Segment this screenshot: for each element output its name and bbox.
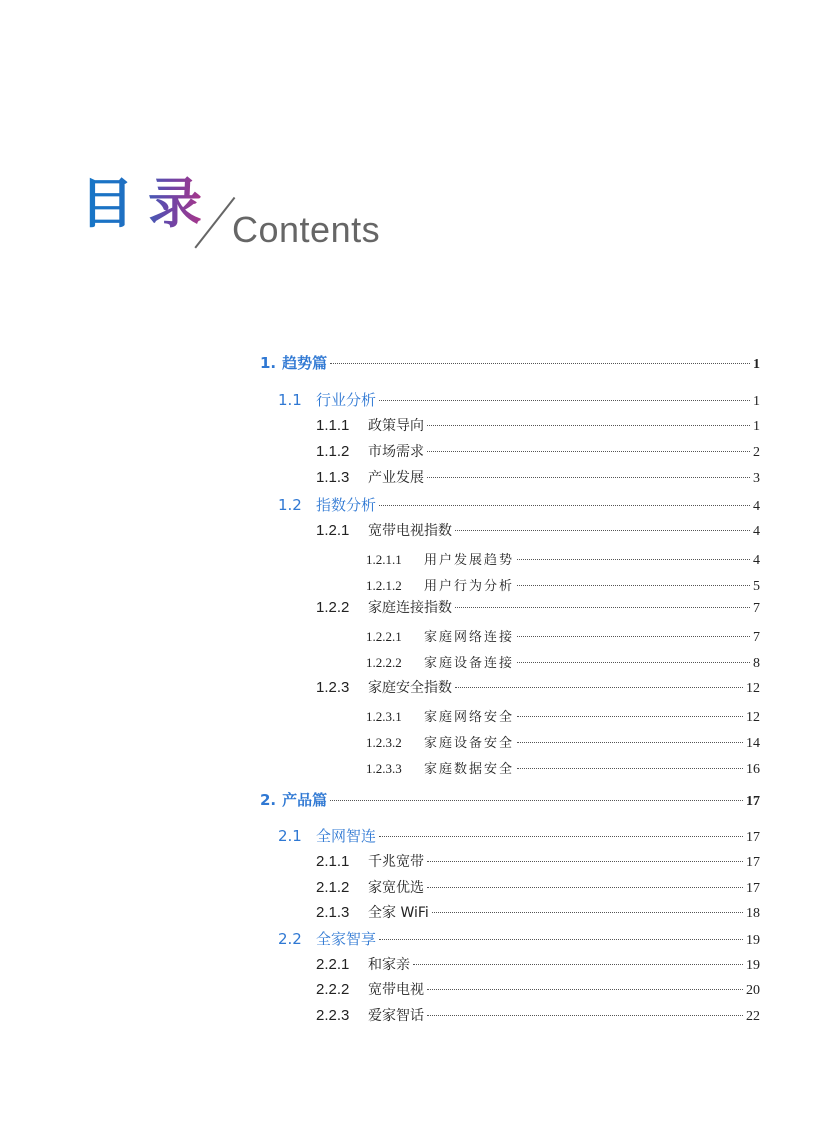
toc-entry-page: 4: [753, 524, 760, 539]
toc-entry-number: 2.1.1: [316, 853, 350, 870]
toc-entry-number: 2.2.1: [316, 956, 350, 973]
toc-entry-page: 19: [746, 933, 760, 948]
toc-entry-title: 宽带电视指数: [368, 523, 452, 539]
toc-entry-number: 2.1: [278, 827, 302, 845]
toc-entry-page: 17: [746, 830, 760, 845]
toc-dot-leader: [413, 964, 743, 965]
toc-entry[interactable]: [316, 1005, 760, 1025]
toc-entry-number: 2.1.3: [316, 904, 350, 921]
toc-entry-page: 19: [746, 958, 760, 973]
toc-entry[interactable]: [316, 902, 760, 922]
toc-entry-title: 全家 WiFi: [368, 905, 429, 921]
toc-entry-page: 8: [753, 656, 760, 671]
toc-entry-title: 和家亲: [368, 957, 410, 973]
toc-entry-title: 趋势篇: [282, 354, 328, 372]
toc-entry-page: 5: [753, 579, 760, 594]
toc-entry-page: 16: [746, 762, 760, 777]
toc-dot-leader: [330, 363, 750, 364]
toc-entry-title: 家庭安全指数: [368, 680, 452, 696]
toc-dot-leader: [517, 742, 743, 743]
toc-entry[interactable]: [316, 520, 760, 540]
toc-entry-number: 2.: [260, 791, 277, 809]
toc-entry-title: 全家智享: [316, 930, 377, 948]
toc-dot-leader: [432, 912, 743, 913]
toc-dot-leader: [379, 939, 743, 940]
toc-entry[interactable]: [366, 732, 760, 752]
toc-entry-page: 22: [746, 1009, 760, 1024]
toc-dot-leader: [427, 477, 750, 478]
toc-entry-number: 2.2: [278, 930, 302, 948]
toc-entry-page: 17: [746, 881, 760, 896]
toc-dot-leader: [455, 530, 750, 531]
toc-entry[interactable]: [316, 597, 760, 617]
toc-entry-number: 1.1.1: [316, 417, 350, 434]
toc-entry-title: 家庭设备安全: [424, 736, 515, 751]
toc-entry-title: 家庭网络连接: [424, 630, 515, 645]
toc-entry[interactable]: [316, 441, 760, 461]
toc-entry-number: 1.2.3: [316, 679, 350, 696]
toc-entry-page: 3: [753, 471, 760, 486]
toc-entry-page: 18: [746, 906, 760, 921]
toc-entry-number: 2.1.2: [316, 879, 350, 896]
toc-entry-title: 爱家智话: [368, 1008, 424, 1024]
toc-entry-title: 家宽优选: [368, 880, 424, 896]
toc-entry-title: 行业分析: [316, 391, 377, 409]
toc-entry[interactable]: [316, 877, 760, 897]
toc-entry-number: 1.1.3: [316, 469, 350, 486]
toc-entry-title: 家庭数据安全: [424, 762, 515, 777]
toc-dot-leader: [427, 887, 743, 888]
toc-entry[interactable]: [260, 789, 760, 810]
toc-dot-leader: [379, 836, 743, 837]
toc-entry[interactable]: [316, 677, 760, 697]
toc-entry-page: 1: [753, 394, 760, 409]
toc-entry-page: 12: [746, 710, 760, 725]
toc-entry-number: 2.2.3: [316, 1007, 350, 1024]
toc-entry-number: 1.2.2.2: [366, 655, 402, 670]
toc-entry-page: 20: [746, 983, 760, 998]
toc-entry-number: 1.1: [278, 391, 302, 409]
toc-entry-title: 家庭网络安全: [424, 710, 515, 725]
toc-entry[interactable]: [366, 706, 760, 726]
toc-entry[interactable]: [366, 758, 760, 778]
toc-entry-page: 7: [753, 630, 760, 645]
toc-entry-number: 1.2.3.2: [366, 735, 402, 750]
toc-entry-page: 1: [753, 419, 760, 434]
toc-entry-page: 17: [746, 855, 760, 870]
toc-entry-page: 2: [753, 445, 760, 460]
toc-entry-page: 17: [746, 794, 760, 809]
toc-dot-leader: [517, 559, 750, 560]
toc-entry-page: 14: [746, 736, 760, 751]
toc-dot-leader: [379, 400, 750, 401]
toc-entry-title: 家庭连接指数: [368, 600, 452, 616]
toc-entry[interactable]: [366, 575, 760, 595]
toc-entry-number: 1.: [260, 354, 277, 372]
toc-dot-leader: [517, 636, 750, 637]
toc-entry-number: 1.2.1: [316, 522, 350, 539]
toc-dot-leader: [517, 716, 743, 717]
toc-entry-title: 产品篇: [282, 791, 328, 809]
toc-dot-leader: [427, 861, 743, 862]
toc-dot-leader: [427, 425, 750, 426]
toc-entry-page: 1: [753, 357, 760, 372]
toc-entry-title: 千兆宽带: [368, 854, 424, 870]
toc-entry-number: 1.2: [278, 496, 302, 514]
toc-entry-number: 1.1.2: [316, 443, 350, 460]
toc-dot-leader: [379, 505, 750, 506]
toc-entry[interactable]: [316, 954, 760, 974]
toc-dot-leader: [517, 662, 750, 663]
toc-dot-leader: [455, 607, 750, 608]
toc-entry-title: 全网智连: [316, 827, 377, 845]
toc-dot-leader: [455, 687, 743, 688]
toc-entry-number: 1.2.2: [316, 599, 350, 616]
toc-entry[interactable]: [278, 389, 760, 410]
toc-entry-number: 1.2.1.2: [366, 578, 402, 593]
toc-entry[interactable]: [278, 825, 760, 846]
toc-entry-title: 产业发展: [368, 470, 424, 486]
toc-entry-number: 1.2.3.1: [366, 709, 402, 724]
toc-entry-page: 4: [753, 553, 760, 568]
toc-dot-leader: [427, 1015, 743, 1016]
toc-entry[interactable]: [278, 494, 760, 515]
toc-entry[interactable]: [366, 626, 760, 646]
toc-entry-title: 家庭设备连接: [424, 656, 515, 671]
heading-english: Contents: [232, 209, 381, 250]
toc-entry-title: 用户发展趋势: [424, 553, 515, 568]
toc-dot-leader: [330, 800, 743, 801]
toc-entry-number: 1.2.2.1: [366, 629, 402, 644]
toc-entry-page: 4: [753, 499, 760, 514]
toc-entry-title: 市场需求: [368, 444, 424, 460]
toc-entry-title: 政策导向: [368, 418, 424, 434]
heading-chinese: 目录: [80, 172, 216, 235]
toc-entry-page: 7: [753, 601, 760, 616]
toc-entry-title: 用户行为分析: [424, 579, 515, 594]
toc-dot-leader: [517, 585, 750, 586]
toc-dot-leader: [517, 768, 743, 769]
toc-entry[interactable]: [316, 979, 760, 999]
toc-entry-number: 1.2.3.3: [366, 761, 402, 776]
toc-entry-page: 12: [746, 681, 760, 696]
toc-entry[interactable]: [316, 851, 760, 871]
toc-dot-leader: [427, 989, 743, 990]
toc-entry[interactable]: [366, 652, 760, 672]
toc-entry[interactable]: [316, 467, 760, 487]
toc-entry-number: 1.2.1.1: [366, 552, 402, 567]
toc-entry-title: 指数分析: [316, 496, 377, 514]
toc-entry[interactable]: [366, 549, 760, 569]
toc-entry[interactable]: [316, 415, 760, 435]
toc-entry-number: 2.2.2: [316, 981, 350, 998]
toc-entry[interactable]: [260, 352, 760, 373]
toc-entry-title: 宽带电视: [368, 982, 424, 998]
toc-entry[interactable]: [278, 928, 760, 949]
toc-dot-leader: [427, 451, 750, 452]
